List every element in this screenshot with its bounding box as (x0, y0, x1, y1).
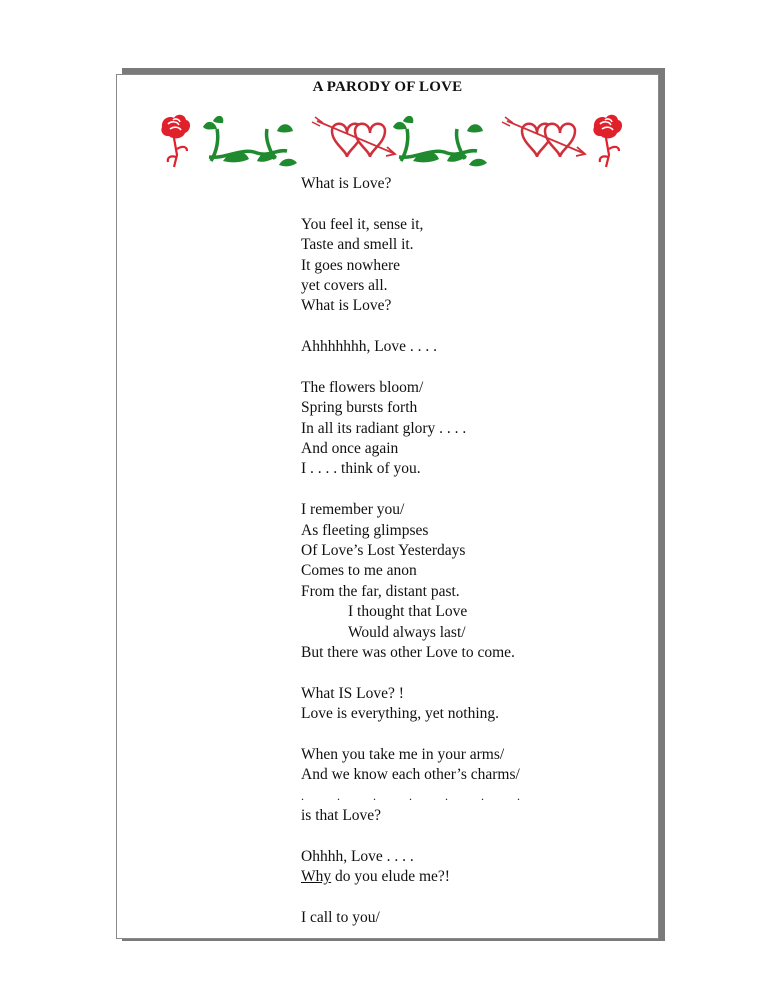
stanza-gap (301, 725, 535, 745)
stanza-gap (301, 663, 535, 683)
poem-line: Ohhhh, Love . . . . (301, 847, 414, 865)
poem-line: I call to you/ (301, 909, 380, 927)
poem-line: What IS Love? ! (301, 684, 404, 702)
poem-line: And once again (301, 440, 399, 458)
poem-line: It goes nowhere (301, 256, 400, 274)
vine-icon (203, 116, 297, 166)
poem-line: From the far, distant past. (301, 582, 460, 600)
poem-title: A PARODY OF LOVE (312, 79, 463, 95)
poem-line: Of Love’s Lost Yesterdays (301, 542, 466, 560)
poem-line: Love is everything, yet nothing. (301, 705, 500, 723)
poem-line: In all its radiant glory . . . . (301, 419, 467, 437)
hearts-icon (502, 117, 585, 157)
poem-line: Spring bursts forth (301, 399, 418, 417)
poem-line-dots: . . . . . . . (301, 788, 535, 803)
stanza-gap (301, 827, 535, 847)
poem-line: yet covers all. (301, 276, 388, 294)
decorative-border (157, 109, 627, 171)
poem-line: Ahhhhhhh, Love . . . . (301, 338, 438, 356)
stanza-gap (301, 194, 535, 214)
poem-line: is that Love? (301, 807, 382, 825)
poem-line: Taste and smell it. (301, 236, 414, 254)
poem-line: I . . . . think of you. (301, 460, 421, 478)
poem-body (301, 174, 535, 928)
poem-line: And we know each other’s charms/ (301, 766, 520, 784)
poem-line: Comes to me anon (301, 562, 417, 580)
poem-line: The flowers bloom/ (301, 378, 424, 396)
poem-line: But there was other Love to come. (301, 643, 515, 661)
poem-line (301, 867, 535, 887)
document-page (116, 74, 659, 939)
rose-icon (593, 115, 622, 167)
poem-line-indented: Would always last/ (348, 623, 466, 641)
stanza-gap (301, 480, 535, 500)
poem-line: What is Love? (301, 175, 392, 192)
vine-icon (393, 116, 487, 166)
poem-line: You feel it, sense it, (301, 215, 424, 233)
rose-icon (161, 115, 190, 167)
poem-line-rest: do you elude me?! (331, 868, 450, 886)
poem-line: I remember you/ (301, 501, 405, 519)
poem-line: What is Love? (301, 297, 392, 315)
stanza-gap (301, 888, 535, 908)
hearts-icon (312, 117, 395, 157)
underlined-word: Why (301, 868, 332, 886)
poem-line: As fleeting glimpses (301, 521, 429, 539)
poem-line: When you take me in your arms/ (301, 745, 505, 763)
stanza-gap (301, 358, 535, 378)
stanza-gap (301, 317, 535, 337)
poem-line-indented: I thought that Love (348, 603, 468, 621)
